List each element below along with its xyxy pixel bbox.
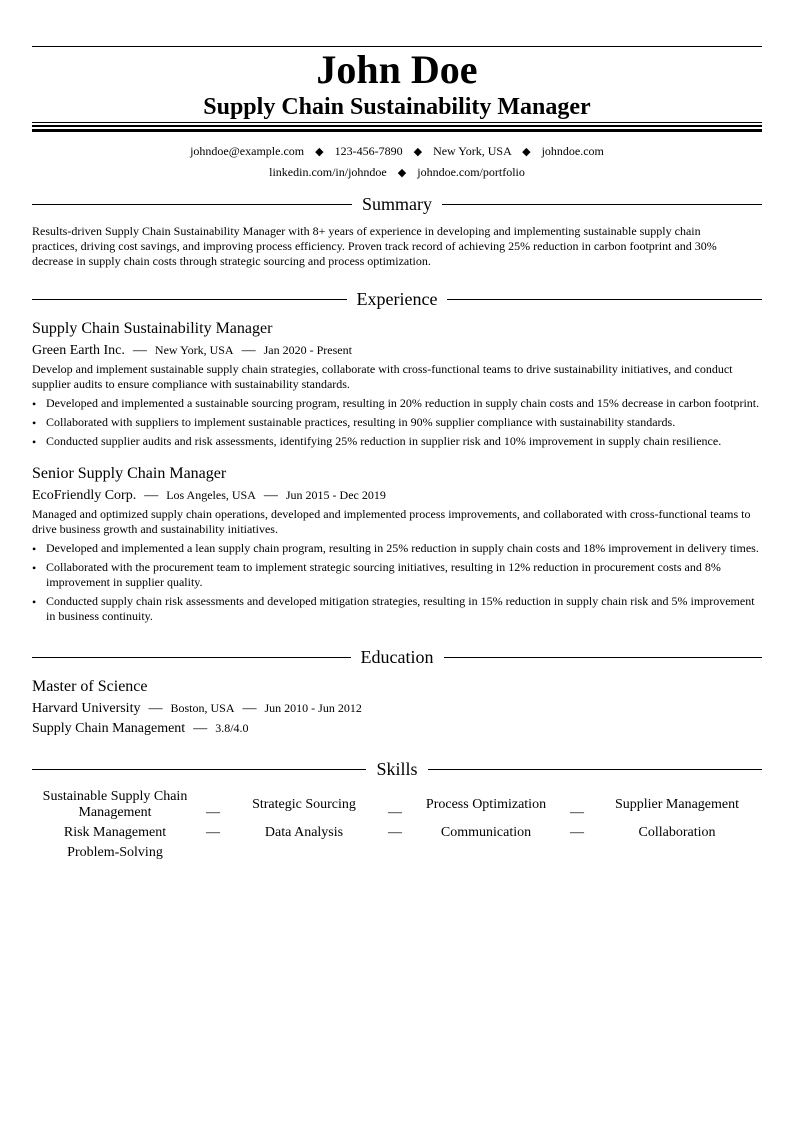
heading-rule [447, 299, 762, 300]
job-description: Managed and optimized supply chain operations, developed and implemented process improvements, and collaborated with cross-functional teams to drive business growth and sustainability initiatives. [32, 507, 751, 536]
list-item [32, 560, 762, 590]
diamond-separator-icon: ◆ [522, 146, 531, 158]
skills-grid [32, 789, 762, 861]
bullet-text: Conducted supply chain risk assessments and developed mitigation strategies, resulting in 15% reduction in supply chain risk and 5% improvement in business continuity. [46, 594, 755, 623]
experience-heading-label: Experience [356, 289, 438, 309]
contact-email[interactable]: johndoe@example.com [190, 144, 305, 158]
job-description: Develop and implement sustainable supply chain strategies, collaborate with cross-functional teams to drive sustainability initiatives, and conduct supplier audits to ensure compliance with sustainability standards. [32, 362, 733, 391]
dash-separator: — [388, 805, 402, 820]
bullet-icon: • [32, 435, 37, 449]
heading-rule [32, 657, 351, 658]
job-meta [32, 486, 386, 505]
header-rule-thin [32, 122, 762, 123]
skill-item: Data Analysis [264, 825, 344, 840]
skill-item: Supplier Management [614, 797, 740, 812]
dash-separator: — [263, 488, 278, 503]
dash-separator: — [206, 805, 220, 820]
contact-linkedin[interactable]: linkedin.com/in/johndoe [269, 165, 387, 179]
bullet-text: Collaborated with the procurement team to implement strategic sourcing initiatives, resulting in 12% reduction in procurement costs and 8% improvement in supplier quality. [46, 560, 721, 589]
skill-item: Communication [440, 825, 532, 840]
education-dates: Jun 2010 - Jun 2012 [264, 701, 362, 715]
contact-portfolio[interactable]: johndoe.com/portfolio [417, 165, 525, 179]
contact-website[interactable]: johndoe.com [541, 144, 604, 158]
heading-rule [442, 204, 762, 205]
job-dates: Jan 2020 - Present [263, 343, 352, 357]
heading-rule [428, 769, 762, 770]
bullet-text: Collaborated with suppliers to implement sustainable practices, resulting in 90% supplier compliance with sustainability standards. [46, 415, 676, 429]
education-heading-label: Education [360, 647, 434, 667]
education-meta [32, 699, 362, 718]
list-item [32, 541, 762, 556]
bullet-icon: • [32, 561, 37, 575]
dash-separator: — [144, 488, 159, 503]
diamond-separator-icon: ◆ [397, 167, 407, 179]
list-item [32, 415, 762, 430]
summary-text: Results-driven Supply Chain Sustainability Manager with 8+ years of experience in developing and implementing sustainable supply chain practices, driving cost savings, and improving process efficiency. Proven track record of achieving 25% reduction in carbon footprint and 30% decrease in supply chain costs through strategic sourcing and process optimization. [32, 224, 717, 268]
dash-separator: — [242, 701, 257, 716]
heading-rule [32, 769, 366, 770]
bullet-icon: • [32, 397, 37, 411]
education-field-row [32, 719, 249, 738]
bullet-icon: • [32, 542, 37, 556]
bullet-text: Developed and implemented a lean supply chain program, resulting in 25% reduction in supply chain costs and 18% improvement in delivery times. [46, 541, 759, 555]
job-dates: Jun 2015 - Dec 2019 [285, 488, 386, 502]
education-gpa: 3.8/4.0 [215, 721, 249, 735]
header-rule-thick [32, 129, 762, 132]
skill-item: Collaboration [638, 825, 716, 840]
skill-item: Process Optimization [425, 797, 547, 812]
education-field: Supply Chain Management [32, 721, 186, 736]
bullet-text: Developed and implemented a sustainable sourcing program, resulting in 20% reduction in supply chain costs and 15% decrease in carbon footprint. [46, 396, 760, 410]
contact-line-2 [32, 164, 762, 181]
heading-rule [444, 657, 763, 658]
header-rule-mid [32, 125, 762, 127]
summary-heading [32, 192, 762, 216]
skills-heading [32, 757, 762, 781]
contact-location: New York, USA [433, 144, 512, 158]
bullet-icon: • [32, 595, 37, 609]
skill-item: Problem-Solving [67, 845, 163, 860]
job-title: Supply Chain Sustainability Manager [32, 320, 273, 337]
education-location: Boston, USA [170, 701, 235, 715]
dash-separator: — [570, 825, 584, 840]
experience-heading [32, 287, 762, 311]
dash-separator: — [148, 701, 163, 716]
job-location: New York, USA [154, 343, 234, 357]
job-bullets [32, 541, 762, 628]
skills-heading-label: Skills [376, 759, 418, 779]
job-title: Senior Supply Chain Manager [32, 465, 227, 482]
heading-rule [32, 299, 347, 300]
education-heading [32, 645, 762, 669]
list-item [32, 434, 762, 449]
job-location: Los Angeles, USA [166, 488, 256, 502]
dash-separator: — [132, 343, 147, 358]
bullet-text: Conducted supplier audits and risk assessments, identifying 25% reduction in supplier risk and 10% improvement in supply chain resilience. [46, 434, 722, 448]
diamond-separator-icon: ◆ [315, 146, 324, 158]
candidate-title: Supply Chain Sustainability Manager [203, 94, 591, 120]
skill-item: Strategic Sourcing [252, 797, 356, 812]
list-item [32, 396, 762, 411]
education-degree: Master of Science [32, 678, 148, 695]
job-meta [32, 341, 352, 360]
job-bullets [32, 396, 762, 453]
dash-separator: — [241, 343, 256, 358]
dash-separator: — [206, 825, 220, 840]
skill-item: Sustainable Supply Chain Management [42, 789, 188, 820]
dash-separator: — [193, 721, 208, 736]
contact-line-1 [32, 143, 762, 160]
skill-item: Risk Management [63, 825, 167, 840]
summary-heading-label: Summary [362, 194, 432, 214]
candidate-name: John Doe [316, 47, 478, 92]
education-school: Harvard University [32, 701, 141, 716]
dash-separator: — [388, 825, 402, 840]
contact-phone[interactable]: 123-456-7890 [334, 144, 403, 158]
job-company: EcoFriendly Corp. [32, 488, 137, 503]
diamond-separator-icon: ◆ [413, 146, 423, 158]
heading-rule [32, 204, 352, 205]
list-item [32, 594, 762, 624]
bullet-icon: • [32, 416, 37, 430]
job-company: Green Earth Inc. [32, 343, 125, 358]
dash-separator: — [570, 805, 584, 820]
